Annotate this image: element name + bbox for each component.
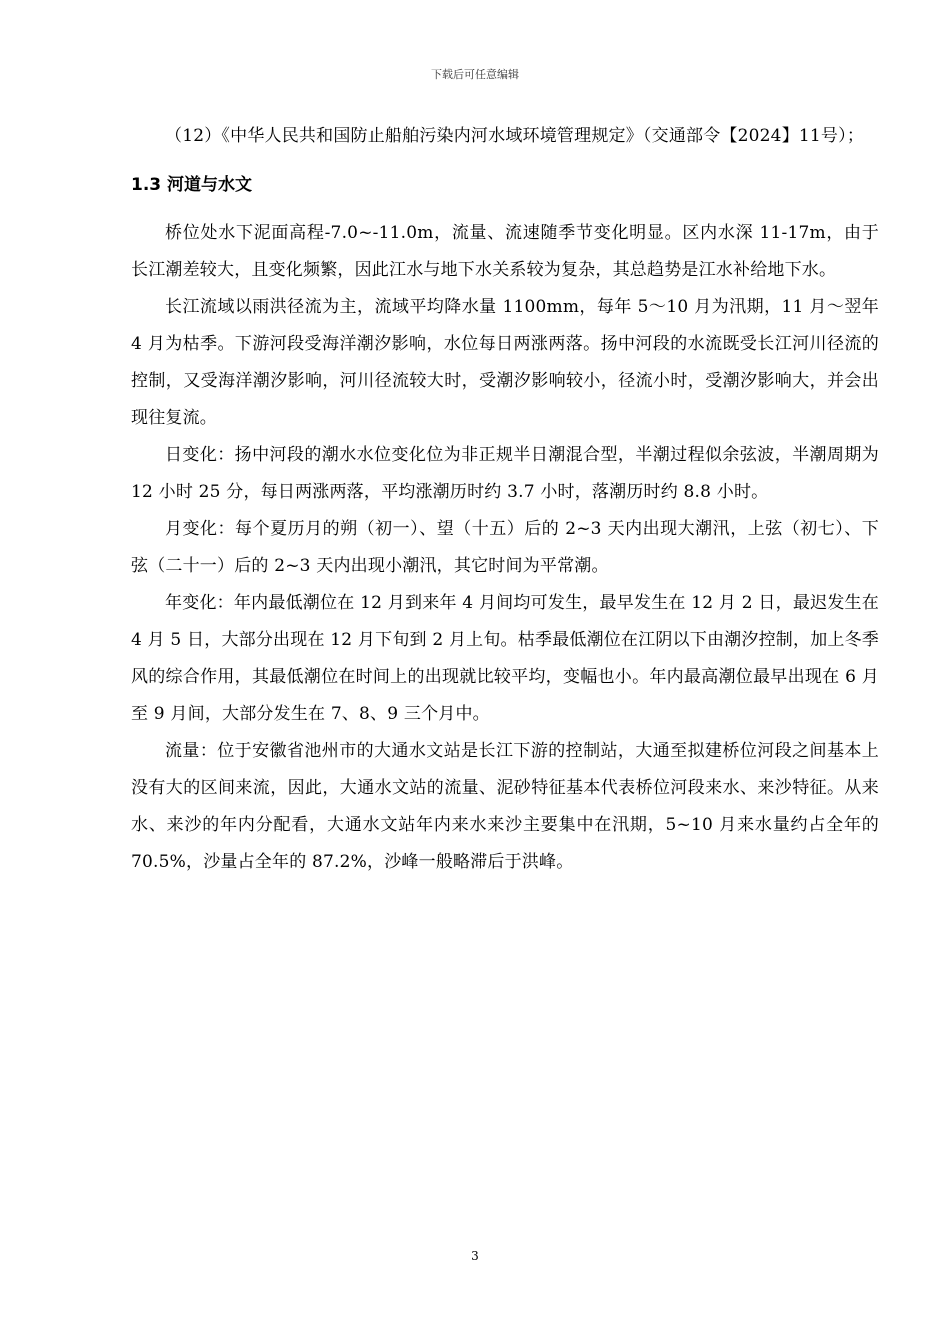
paragraph-flow: 流量：位于安徽省池州市的大通水文站是长江下游的控制站，大通至拟建桥位河段之间基本上没有大的区间来流，因此，大通水文站的流量、泥砂特征基本代表桥位河段来水、来沙特征。从来水、来沙的年内分配看，大通水文站年内来水来沙主要集中在汛期，5~10 月来水量约占全年的 70.5%，沙量占全年的 87.2%，沙峰一般略滞后于洪峰。 <box>131 741 879 872</box>
section-heading: 1.3 河道与水文 <box>131 175 253 195</box>
paragraph-riverbed: 桥位处水下泥面高程-7.0~-11.0m，流量、流速随季节变化明显。区内水深 11-17m，由于长江潮差较大，且变化频繁，因此江水与地下水关系较为复杂，其总趋势是江水补给地下水。 <box>131 223 879 280</box>
paragraph-monthly-change: 月变化：每个夏历月的朔（初一）、望（十五）后的 2~3 天内出现大潮汛，上弦（初七）、下弦（二十一）后的 2~3 天内出现小潮汛，其它时间为平常潮。 <box>131 519 879 576</box>
paragraph-daily-change: 日变化：扬中河段的潮水水位变化位为非正规半日潮混合型，半潮过程似余弦波，半潮周期为 12 小时 25 分，每日两涨两落，平均涨潮历时约 3.7 小时，落潮历时约 8.8 小时。 <box>131 445 879 502</box>
regulation-item: （12）《中华人民共和国防止船舶污染内河水域环境管理规定》（交通部令【2024】11号）； <box>165 126 865 146</box>
paragraph-yearly-change: 年变化：年内最低潮位在 12 月到来年 4 月间均可发生，最早发生在 12 月 2 日，最迟发生在 4 月 5 日，大部分出现在 12 月下旬到 2 月上旬。枯季最低潮位在江阴以下由潮汐控制，加上冬季风的综合作用，其最低潮位在时间上的出现就比较平均，变幅也小。年内最高潮位最早出现在 6 月至 9 月间，大部分发生在 7、8、9 三个月中。 <box>131 593 879 724</box>
page-number: 3 <box>471 1249 479 1263</box>
page-header: 下载后可任意编辑 <box>431 68 519 81</box>
document-body <box>131 118 879 881</box>
paragraph-runoff: 长江流域以雨洪径流为主，流域平均降水量 1100mm，每年 5～10 月为汛期，11 月～翌年 4 月为枯季。下游河段受海洋潮汐影响，水位每日两涨两落。扬中河段的水流既受长江河川径流的控制，又受海洋潮汐影响，河川径流较大时，受潮汐影响较小，径流小时，受潮汐影响大，并会出现往复流。 <box>131 297 879 428</box>
